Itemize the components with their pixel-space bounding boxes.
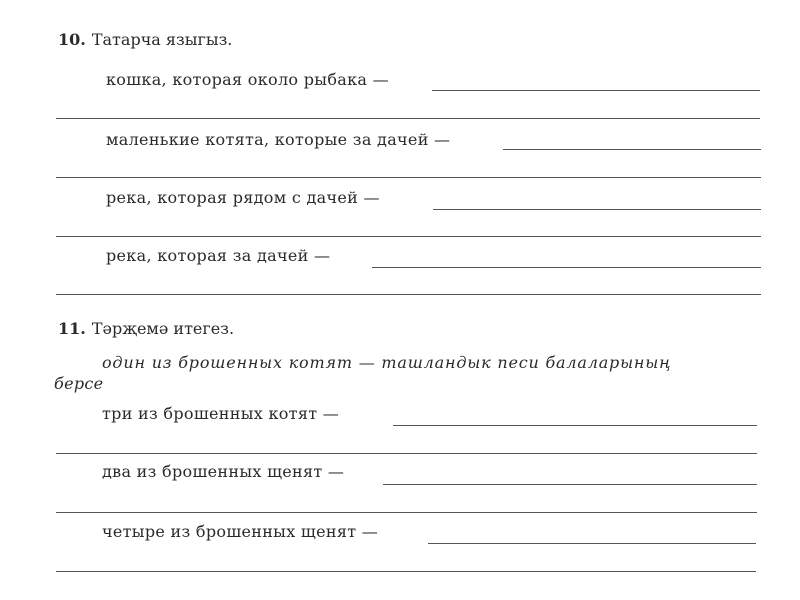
task11-item-1-answer-line[interactable] <box>393 425 757 426</box>
task10-item-2-continuation-line[interactable] <box>56 177 761 178</box>
task11-example-line1: один из брошенных котят — ташландык песи балаларының <box>102 353 672 372</box>
task11-item-2-answer-line[interactable] <box>383 484 757 485</box>
task11-heading <box>58 319 234 338</box>
task11-item-2: два из брошенных щенят — <box>102 462 345 481</box>
task10-item-2-answer-line[interactable] <box>503 149 761 150</box>
task11-number: 11. <box>58 319 86 338</box>
task10-item-1-continuation-line[interactable] <box>56 118 760 119</box>
task10-item-3-answer-line[interactable] <box>433 209 761 210</box>
task11-item-3-continuation-line[interactable] <box>56 571 756 572</box>
task10-heading <box>58 30 232 49</box>
task11-item-2-continuation-line[interactable] <box>56 512 757 513</box>
task11-item-3: четыре из брошенных щенят — <box>102 522 379 541</box>
task10-item-4-continuation-line[interactable] <box>56 294 761 295</box>
task10-item-2: маленькие котята, которые за дачей — <box>106 130 451 149</box>
task10-item-3: река, которая рядом с дачей — <box>106 188 380 207</box>
task10-item-1-answer-line[interactable] <box>432 90 760 91</box>
task10-number: 10. <box>58 30 86 49</box>
task10-item-3-continuation-line[interactable] <box>56 236 761 237</box>
task11-item-1: три из брошенных котят — <box>102 404 340 423</box>
task10-item-4: река, которая за дачей — <box>106 246 331 265</box>
task10-item-1: кошка, которая около рыбака — <box>106 70 389 89</box>
task11-title: Тәрҗемә итегез. <box>91 319 235 338</box>
task11-item-1-continuation-line[interactable] <box>56 453 757 454</box>
task10-title: Татарча языгыз. <box>91 30 233 49</box>
task10-item-4-answer-line[interactable] <box>372 267 761 268</box>
task11-example-line2: берсе <box>54 374 104 393</box>
task11-item-3-answer-line[interactable] <box>428 543 756 544</box>
